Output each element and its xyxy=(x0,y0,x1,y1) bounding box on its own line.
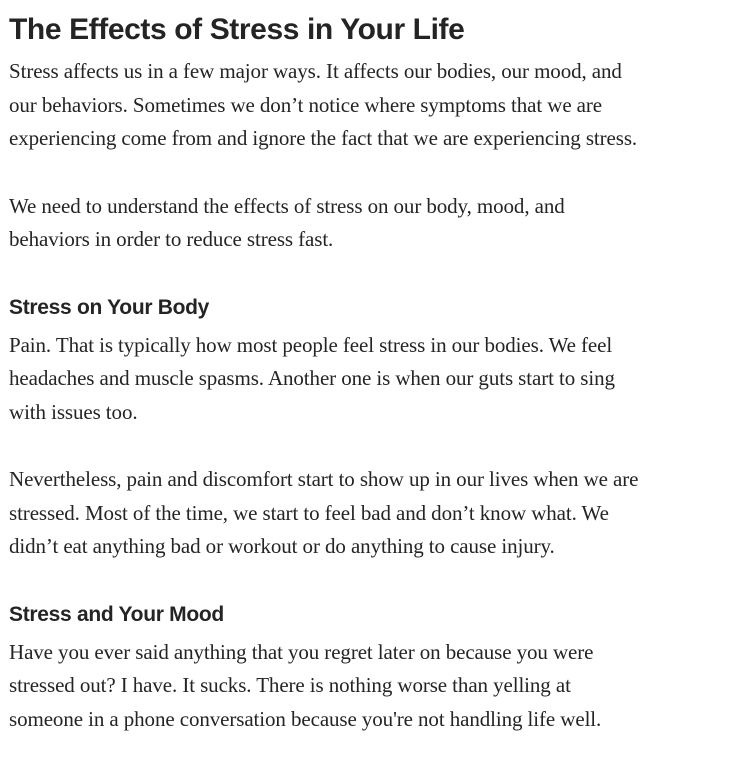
article xyxy=(0,11,729,736)
body-paragraph-1 xyxy=(9,329,729,430)
text-line: didn’t eat anything bad or workout or do anything to cause injury. xyxy=(9,534,555,558)
text-line: Nevertheless, pain and discomfort start to show up in our lives when we are xyxy=(9,467,639,491)
section-heading-body: Stress on Your Body xyxy=(9,295,210,319)
mood-paragraph-1 xyxy=(9,636,729,737)
article-title: The Effects of Stress in Your Life xyxy=(9,13,465,46)
text-line: stressed out? I have. It sucks. There is nothing worse than yelling at xyxy=(9,673,571,697)
text-line: We need to understand the effects of stress on our body, mood, and xyxy=(9,193,565,218)
intro-paragraph-1 xyxy=(9,55,729,156)
text-line: experiencing come from and ignore the fact that we are experiencing stress. xyxy=(9,126,638,150)
intro-paragraph-2 xyxy=(9,190,729,257)
text-line: headaches and muscle spasms. Another one is when our guts start to sing xyxy=(9,366,615,390)
section-heading-mood: Stress and Your Mood xyxy=(9,602,224,626)
body-paragraph-2 xyxy=(9,463,729,564)
text-line: stressed. Most of the time, we start to feel bad and don’t know what. We xyxy=(9,500,609,525)
text-line: behaviors in order to reduce stress fast. xyxy=(9,227,334,251)
text-line: someone in a phone conversation because you're not handling life well. xyxy=(9,706,602,731)
text-line: with issues too. xyxy=(9,399,138,424)
text-line: our behaviors. Sometimes we don’t notice where symptoms that we are xyxy=(9,92,603,117)
text-line: Have you ever said anything that you regret later on because you were xyxy=(9,639,594,664)
text-line: Pain. That is typically how most people feel stress in our bodies. We feel xyxy=(9,332,613,357)
text-line: Stress affects us in a few major ways. It affects our bodies, our mood, and xyxy=(9,59,622,83)
